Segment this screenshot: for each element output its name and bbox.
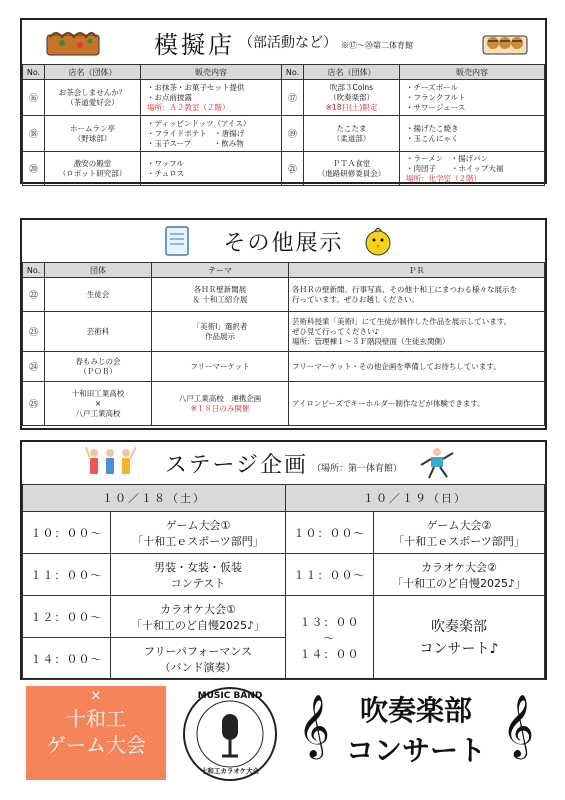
exhibit-theme <box>152 312 289 352</box>
event-line: 男装・女装・仮装 <box>154 560 242 574</box>
shop-group: （ロボット研究部） <box>58 168 127 178</box>
time-slot <box>286 596 374 680</box>
col-items: 販売内容 <box>400 65 545 80</box>
item: ・ラーメン ・揚げパン <box>406 153 489 163</box>
time-slot: １０：００～ <box>23 512 111 554</box>
time-slot: １１：００～ <box>23 554 111 596</box>
pr-line: 行っています。ぜひお越しください。 <box>292 294 419 304</box>
stage-event <box>374 554 545 596</box>
time-slot: １４：００～ <box>23 638 111 680</box>
group-line: 春もみじの会 <box>75 356 121 366</box>
exhibit-number: ㉔ <box>23 352 45 382</box>
shop-number: ⑯ <box>23 80 45 116</box>
notebook-icon <box>162 224 192 258</box>
exhibit-pr <box>289 312 545 352</box>
event-line: ゲーム大会① <box>165 518 231 532</box>
table-row <box>23 80 545 116</box>
col-pr: ＰＲ <box>289 263 545 278</box>
game-logo-line: ゲーム大会 <box>46 733 146 757</box>
takoyaki-icon <box>481 26 529 58</box>
table-row <box>23 116 545 152</box>
shop-items <box>400 152 545 186</box>
time-line: １４：００ <box>299 647 360 661</box>
day1-date: １０／１８（土） <box>23 485 286 512</box>
shop-group: （茶道愛好会） <box>66 97 119 107</box>
shop-group: （吹奏楽部） <box>329 92 374 102</box>
event-line: （バンド演奏） <box>159 660 237 674</box>
theme-line: 「美術Ⅰ」選択者 <box>192 321 248 331</box>
shop-name-line: 激安の殿堂 <box>73 158 112 168</box>
item: ・ワッフル <box>147 158 184 168</box>
item: ・ディッピンドッツ（アイス） <box>147 118 251 128</box>
event-line: カラオケ大会① <box>160 602 236 616</box>
shop-name <box>304 116 400 152</box>
theme-line: 八戸工業高校 連携企画 <box>178 393 262 403</box>
concert-line-2: コンサート <box>345 734 486 767</box>
mogiten-header-row <box>23 65 545 80</box>
exhibit-theme: フリーマーケット <box>152 352 289 382</box>
group-line: 十和田工業高校 <box>71 388 125 398</box>
col-shop: 店名（団体） <box>45 65 141 80</box>
shop-name-line: たこたま <box>336 123 367 133</box>
game-logo <box>26 686 166 780</box>
shop-name-line: 吹部３Coins <box>329 82 374 92</box>
exhibit-pr: フリーマーケット・その他企画を準備してお待ちしています。 <box>289 352 545 382</box>
chick-icon <box>361 224 395 258</box>
table-row <box>23 312 545 352</box>
exhibit-number: ㉒ <box>23 278 45 312</box>
item: ・玉こんにゃく <box>406 133 459 143</box>
mogiten-title: 模擬店 <box>154 30 235 59</box>
shop-number: ⑳ <box>23 152 45 186</box>
event-line: ゲーム大会② <box>426 518 492 532</box>
shop-note: ※18日(土)限定 <box>325 102 378 112</box>
stage-event <box>374 512 545 554</box>
concert-logo <box>298 690 534 776</box>
shop-items <box>141 116 282 152</box>
pr-line: 芸術科授業「美術Ⅰ」にて生徒が制作した作品を展示しています。 <box>292 316 512 326</box>
concert-line-1: 吹奏楽部 <box>359 694 472 727</box>
shop-place: 場所：Ａ２教室（２階） <box>147 102 230 112</box>
item: ・お抹茶・お菓子セット提供 <box>147 82 245 92</box>
shop-name-line: お茶会しませんか？ <box>58 87 127 97</box>
exhibit-group <box>45 382 152 426</box>
event-line: 「十和工ｅスポーツ部門」 <box>132 534 264 548</box>
item: ・揚げたこ焼き <box>406 123 459 133</box>
event-line: フリーパフォーマンス <box>143 644 253 658</box>
shop-items <box>400 116 545 152</box>
shop-name <box>45 152 141 186</box>
shop-items <box>141 80 282 116</box>
tenji-title: その他展示 <box>223 230 344 256</box>
theme-line: 各ＨＲ壁新聞展 <box>193 284 247 294</box>
shop-number: ⑱ <box>23 116 45 152</box>
mogiten-note: ※⑰～⑳第二体育館 <box>341 40 413 50</box>
exhibit-theme <box>152 278 289 312</box>
exhibit-pr <box>289 278 545 312</box>
yakisoba-icon <box>44 25 102 59</box>
shop-items <box>141 152 282 186</box>
stage-place: （場所：第一体育館） <box>312 463 403 474</box>
theme-line: ＆ 十和工紹介展 <box>192 294 248 304</box>
event-line: 「十和工のど自慢2025♪」 <box>391 576 526 590</box>
karaoke-logo <box>182 686 278 782</box>
shop-number: ⑰ <box>282 80 304 116</box>
event-line: 「十和工ｅスポーツ部門」 <box>393 534 525 548</box>
shop-group: （柔道部） <box>332 133 371 143</box>
item: ・肉団子 ・ホイップ大福 <box>406 163 504 173</box>
col-no: No. <box>23 263 45 278</box>
tenji-section <box>20 218 547 430</box>
exhibit-number: ㉕ <box>23 382 45 426</box>
stage-section <box>20 440 547 680</box>
item: ・玉子スープ ・飲み物 <box>147 138 244 148</box>
item: ・お点前披露 <box>147 92 192 102</box>
event-line: コンサート♪ <box>419 640 499 657</box>
game-logo-line: 十和工 <box>66 707 126 731</box>
shop-name <box>45 80 141 116</box>
tenji-header-row <box>23 263 545 278</box>
stage-title: ステージ企画 <box>164 452 309 478</box>
mogiten-header <box>22 20 545 64</box>
day2-date: １０／１９（日） <box>286 485 545 512</box>
item: ・チーズボール <box>406 82 458 92</box>
mogiten-section <box>20 18 547 184</box>
group-line: × <box>94 398 102 408</box>
pr-line: ぜひ見て行ってください♪ <box>292 326 380 336</box>
event-line: 吹奏楽部 <box>431 618 487 635</box>
exhibit-theme <box>152 382 289 426</box>
shop-name-line: ホームラン亭 <box>70 123 115 133</box>
group-line: 八戸工業高校 <box>75 408 121 418</box>
theme-line: 作品展示 <box>205 331 235 341</box>
col-group: 団体 <box>45 263 152 278</box>
exhibit-group <box>45 352 152 382</box>
table-row <box>23 554 545 596</box>
stage-header <box>22 442 545 484</box>
treble-clef-icon: 𝄞 <box>298 694 330 757</box>
time-slot: １２：００～ <box>23 596 111 638</box>
table-row <box>23 382 545 426</box>
time-slot: １０：００～ <box>286 512 374 554</box>
exhibit-group: 芸術科 <box>45 312 152 352</box>
col-items: 販売内容 <box>141 65 282 80</box>
shop-place: 場所：化学室（２階） <box>406 173 481 183</box>
table-row <box>23 278 545 312</box>
dancer-icon <box>417 445 457 481</box>
controller-icon: ✕ <box>90 689 102 704</box>
shop-name <box>304 80 400 116</box>
shop-group: （進路研修委員会） <box>317 168 386 178</box>
stage-event <box>111 554 286 596</box>
table-row <box>23 596 545 638</box>
stage-event <box>111 512 286 554</box>
tenji-table <box>22 262 545 426</box>
exhibit-number: ㉓ <box>23 312 45 352</box>
tenji-header <box>22 220 545 262</box>
col-no: No. <box>282 65 304 80</box>
event-line: 「十和工のど自慢2025♪」 <box>130 618 265 632</box>
treble-clef-icon: 𝄞 <box>502 694 534 757</box>
col-shop: 店名（団体） <box>304 65 400 80</box>
stage-table <box>22 484 545 680</box>
time-line: １３：００ <box>299 615 360 629</box>
exhibit-pr: アイロンビーズでキーホルダー制作などが体験できます。 <box>289 382 545 426</box>
shop-name-line: ＰＴＡ食堂 <box>332 158 371 168</box>
event-line: コンテスト <box>170 576 226 590</box>
shop-items <box>400 80 545 116</box>
cheering-people-icon <box>84 445 140 481</box>
karaoke-bottom-text: 十和工カラオケ大会 <box>200 767 260 775</box>
table-row <box>23 352 545 382</box>
item: ・チュロス <box>147 168 185 178</box>
karaoke-top-text: MUSIC BAND <box>197 691 263 701</box>
col-theme: テーマ <box>152 263 289 278</box>
time-line: ～ <box>323 631 336 645</box>
shop-group: （野球部） <box>73 133 112 143</box>
pr-line: 各ＨＲの壁新聞、行事写真、その他十和工にまつわる様々な展示を <box>292 284 517 294</box>
stage-event <box>111 638 286 680</box>
shop-name <box>45 116 141 152</box>
item: ・フランクフルト <box>406 92 466 102</box>
pr-line: 場所：管理棟１～３Ｆ階段壁面（生徒玄関側） <box>292 336 450 346</box>
stage-date-row <box>23 485 545 512</box>
theme-note: ※１８日のみ開催 <box>190 403 250 413</box>
table-row <box>23 152 545 186</box>
shop-number: ㉑ <box>282 152 304 186</box>
time-slot: １１：００～ <box>286 554 374 596</box>
mogiten-table <box>22 64 545 186</box>
shop-number: ⑲ <box>282 116 304 152</box>
stage-event <box>111 596 286 638</box>
event-line: カラオケ大会② <box>421 560 497 574</box>
item: ・サワージュース <box>406 102 466 112</box>
group-line: （ＰＯＢ） <box>79 366 117 376</box>
shop-name <box>304 152 400 186</box>
col-no: No. <box>23 65 45 80</box>
item: ・フライドポテト ・唐揚げ <box>147 128 245 138</box>
stage-event <box>374 596 545 680</box>
mogiten-subtitle: （部活動など） <box>239 35 337 51</box>
table-row <box>23 512 545 554</box>
exhibit-group: 生徒会 <box>45 278 152 312</box>
